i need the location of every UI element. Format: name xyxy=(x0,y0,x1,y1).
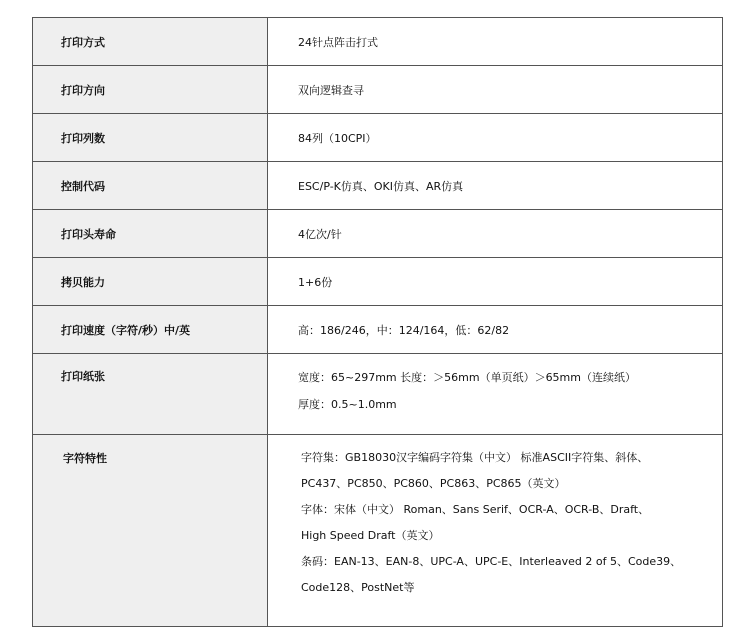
charset-line: PC437、PC850、PC860、PC863、PC865（英文） xyxy=(301,477,566,490)
table-row xyxy=(33,162,723,210)
row-label-copy-capacity: 拷贝能力 xyxy=(33,258,268,306)
row-label-paper: 打印纸张 xyxy=(33,354,268,435)
row-value-charset xyxy=(268,435,723,627)
paper-thickness-line: 厚度：0.5~1.0mm xyxy=(298,398,397,411)
row-label-print-method: 打印方式 xyxy=(33,18,268,66)
row-label-print-columns: 打印列数 xyxy=(33,114,268,162)
row-value-paper xyxy=(268,354,723,435)
row-value-head-life: 4亿次/针 xyxy=(268,210,723,258)
table-row xyxy=(33,354,723,435)
table-row xyxy=(33,114,723,162)
paper-size-line: 宽度：65~297mm 长度：＞56mm（单页纸）＞65mm（连续纸） xyxy=(298,371,636,384)
row-label-control-code: 控制代码 xyxy=(33,162,268,210)
row-label-head-life: 打印头寿命 xyxy=(33,210,268,258)
font-line: High Speed Draft（英文） xyxy=(301,529,440,542)
table-row xyxy=(33,210,723,258)
table-row xyxy=(33,258,723,306)
row-value-control-code: ESC/P-K仿真、OKI仿真、AR仿真 xyxy=(268,162,723,210)
table-row xyxy=(33,66,723,114)
row-value-print-speed: 高：186/246，中：124/164，低：62/82 xyxy=(268,306,723,354)
table-row xyxy=(33,435,723,627)
row-label-charset: 字符特性 xyxy=(33,435,268,627)
row-label-print-direction: 打印方向 xyxy=(33,66,268,114)
row-value-copy-capacity: 1+6份 xyxy=(268,258,723,306)
row-value-print-direction: 双向逻辑查寻 xyxy=(268,66,723,114)
row-label-print-speed: 打印速度（字符/秒）中/英 xyxy=(33,306,268,354)
barcode-line: 条码：EAN-13、EAN-8、UPC-A、UPC-E、Interleaved 2 of 5、Code39、 xyxy=(301,555,682,568)
charset-line: 字符集：GB18030汉字编码字符集（中文） 标准ASCII字符集、斜体、 xyxy=(301,451,649,464)
barcode-line: Code128、PostNet等 xyxy=(301,581,415,594)
table-row xyxy=(33,306,723,354)
table-row xyxy=(33,18,723,66)
font-line: 字体：宋体（中文） Roman、Sans Serif、OCR-A、OCR-B、Draft、 xyxy=(301,503,650,516)
spec-table xyxy=(32,17,723,627)
row-value-print-columns: 84列（10CPI） xyxy=(268,114,723,162)
row-value-print-method: 24针点阵击打式 xyxy=(268,18,723,66)
